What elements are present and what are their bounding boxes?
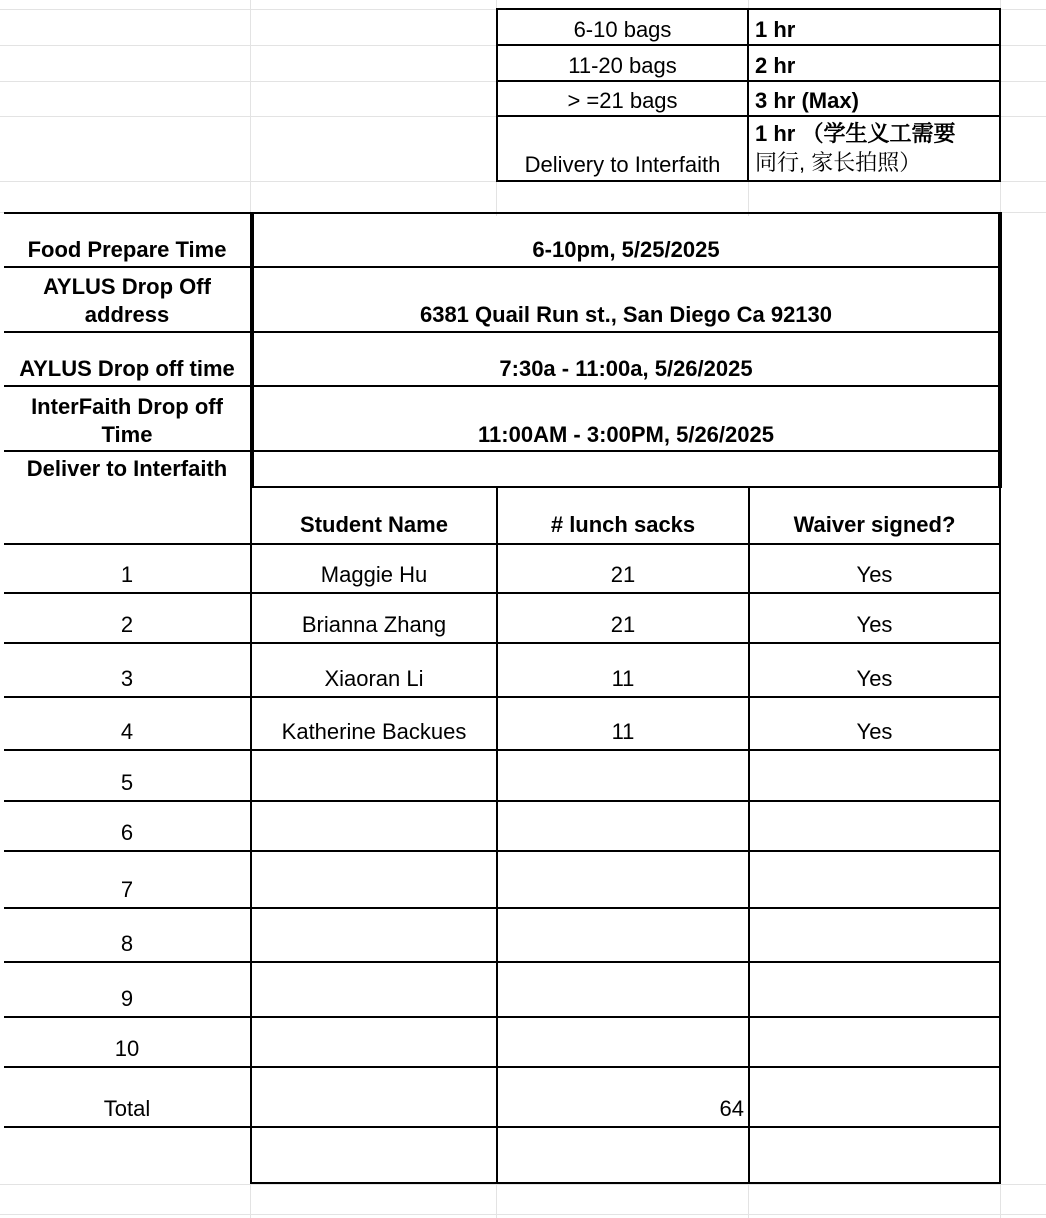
- waiver-cell[interactable]: [750, 698, 999, 749]
- header-cell[interactable]: [498, 488, 748, 543]
- interfaith-time-label-2: Time: [101, 422, 153, 447]
- deliver-label: Deliver to Interfaith: [26, 456, 228, 481]
- row-index: 5: [120, 770, 134, 795]
- lunch-sacks-cell[interactable]: [498, 644, 748, 696]
- student-name-cell[interactable]: [252, 698, 496, 749]
- waiver-status: Yes: [856, 666, 893, 691]
- header-cell[interactable]: [4, 488, 250, 543]
- rate-hours-cell[interactable]: [749, 46, 1000, 81]
- total-waiver-cell[interactable]: [750, 1068, 999, 1126]
- interfaith-time-label-1: InterFaith Drop off: [31, 394, 223, 419]
- dropoff-address-label-2: address: [84, 302, 170, 327]
- food-prepare-label: Food Prepare Time: [27, 237, 227, 262]
- student-name-cell[interactable]: [252, 909, 496, 961]
- lunch-sacks-cell[interactable]: [498, 1018, 748, 1066]
- delivery-rate-label-cell[interactable]: [497, 117, 748, 180]
- row-index-cell[interactable]: [4, 802, 250, 850]
- lunch-sacks-cell[interactable]: [498, 963, 748, 1016]
- delivery-rate-hours-cell[interactable]: [749, 117, 1000, 180]
- lunch-sacks-cell[interactable]: [498, 698, 748, 749]
- row-index-cell[interactable]: [4, 852, 250, 907]
- waiver-cell[interactable]: [750, 909, 999, 961]
- row-index-cell[interactable]: [4, 1018, 250, 1066]
- header-cell[interactable]: [750, 488, 999, 543]
- dropoff-address-label-1: AYLUS Drop Off: [43, 274, 211, 299]
- rate-hours-text: 1 hr: [755, 17, 796, 42]
- row-index: 6: [120, 820, 134, 845]
- lunch-sacks: 11: [611, 666, 635, 691]
- student-name: Brianna Zhang: [301, 612, 447, 637]
- rate-range-cell[interactable]: [497, 82, 748, 116]
- food-prepare-value-cell[interactable]: [254, 216, 998, 266]
- waiver-cell[interactable]: [750, 963, 999, 1016]
- header-student-name: Student Name: [300, 512, 448, 537]
- waiver-status: Yes: [856, 612, 893, 637]
- row-index: 2: [120, 612, 134, 637]
- total-label-cell[interactable]: [4, 1068, 250, 1126]
- dropoff-address-value-cell[interactable]: [254, 268, 998, 331]
- dropoff-time-label: AYLUS Drop off time: [19, 356, 235, 381]
- row-index-cell[interactable]: [4, 909, 250, 961]
- waiver-cell[interactable]: [750, 545, 999, 592]
- student-name-cell[interactable]: [252, 802, 496, 850]
- row-index-cell[interactable]: [4, 545, 250, 592]
- row-index: 9: [120, 986, 134, 1011]
- lunch-sacks-cell[interactable]: [498, 751, 748, 800]
- row-index: 1: [120, 562, 134, 587]
- student-name: Xiaoran Li: [324, 666, 424, 691]
- row-index: 3: [120, 666, 134, 691]
- rate-hours-text: 3 hr (Max): [755, 88, 859, 113]
- student-name-cell[interactable]: [252, 1018, 496, 1066]
- interfaith-time-value: 11:00AM - 3:00PM, 5/26/2025: [478, 422, 774, 447]
- header-lunch-sacks: # lunch sacks: [550, 512, 696, 537]
- row-index: 8: [120, 931, 134, 956]
- student-name-cell[interactable]: [252, 644, 496, 696]
- waiver-cell[interactable]: [750, 1018, 999, 1066]
- deliver-label-cell[interactable]: [4, 452, 250, 486]
- total-value: 64: [719, 1096, 744, 1121]
- lunch-sacks-cell[interactable]: [498, 802, 748, 850]
- total-value-cell[interactable]: [498, 1068, 748, 1126]
- delivery-rate-hours-line2: 同行, 家长拍照）: [755, 150, 922, 175]
- rate-range-text: 6-10 bags: [573, 17, 672, 42]
- rate-range-cell[interactable]: [497, 10, 748, 45]
- lunch-sacks: 11: [611, 719, 635, 744]
- total-label: Total: [103, 1096, 151, 1121]
- interfaith-time-value-cell[interactable]: [254, 387, 998, 450]
- rate-range-cell[interactable]: [497, 46, 748, 81]
- header-cell[interactable]: [252, 488, 496, 543]
- row-index-cell[interactable]: [4, 698, 250, 749]
- empty-cell[interactable]: [750, 1128, 999, 1182]
- row-index-cell[interactable]: [4, 644, 250, 696]
- student-name-cell[interactable]: [252, 545, 496, 592]
- empty-cell[interactable]: [252, 1128, 496, 1182]
- student-name-cell[interactable]: [252, 963, 496, 1016]
- interfaith-time-label-cell[interactable]: [4, 387, 250, 450]
- student-name-cell[interactable]: [252, 751, 496, 800]
- row-index: 4: [120, 719, 134, 744]
- rate-hours-text: 2 hr: [755, 53, 796, 78]
- deliver-value-cell[interactable]: [254, 452, 998, 486]
- rate-range-text: 11-20 bags: [568, 53, 677, 78]
- lunch-sacks-cell[interactable]: [498, 852, 748, 907]
- lunch-sacks-cell[interactable]: [498, 545, 748, 592]
- row-index-cell[interactable]: [4, 594, 250, 642]
- row-index-cell[interactable]: [4, 963, 250, 1016]
- rate-range-text: > =21 bags: [567, 88, 678, 113]
- dropoff-address-label-cell[interactable]: [4, 268, 250, 331]
- lunch-sacks-cell[interactable]: [498, 594, 748, 642]
- lunch-sacks-cell[interactable]: [498, 909, 748, 961]
- waiver-cell[interactable]: [750, 644, 999, 696]
- rate-hours-cell[interactable]: [749, 82, 1000, 116]
- lunch-sacks: 21: [610, 612, 636, 637]
- dropoff-time-label-cell[interactable]: [4, 333, 250, 385]
- waiver-status: Yes: [856, 719, 893, 744]
- row-index-cell[interactable]: [4, 751, 250, 800]
- lunch-sacks: 21: [610, 562, 636, 587]
- waiver-cell[interactable]: [750, 802, 999, 850]
- waiver-cell[interactable]: [750, 594, 999, 642]
- food-prepare-label-cell[interactable]: [4, 216, 250, 266]
- row-index: 7: [120, 877, 134, 902]
- waiver-status: Yes: [856, 562, 893, 587]
- student-name: Katherine Backues: [281, 719, 467, 744]
- student-name-cell[interactable]: [252, 852, 496, 907]
- student-name: Maggie Hu: [320, 562, 428, 587]
- dropoff-address-value: 6381 Quail Run st., San Diego Ca 92130: [419, 302, 833, 327]
- delivery-rate-hours-line1: 1 hr （学生义工需要: [755, 121, 956, 146]
- waiver-cell[interactable]: [750, 751, 999, 800]
- waiver-cell[interactable]: [750, 852, 999, 907]
- empty-cell[interactable]: [4, 1128, 250, 1182]
- student-name-cell[interactable]: [252, 594, 496, 642]
- total-name-cell[interactable]: [252, 1068, 496, 1126]
- delivery-rate-label: Delivery to Interfaith: [524, 152, 721, 177]
- dropoff-time-value-cell[interactable]: [254, 333, 998, 385]
- header-waiver: Waiver signed?: [793, 512, 956, 537]
- empty-cell[interactable]: [498, 1128, 748, 1182]
- food-prepare-value: 6-10pm, 5/25/2025: [532, 237, 720, 262]
- rate-hours-cell[interactable]: [749, 10, 1000, 45]
- row-index: 10: [114, 1036, 140, 1061]
- dropoff-time-value: 7:30a - 11:00a, 5/26/2025: [499, 356, 753, 381]
